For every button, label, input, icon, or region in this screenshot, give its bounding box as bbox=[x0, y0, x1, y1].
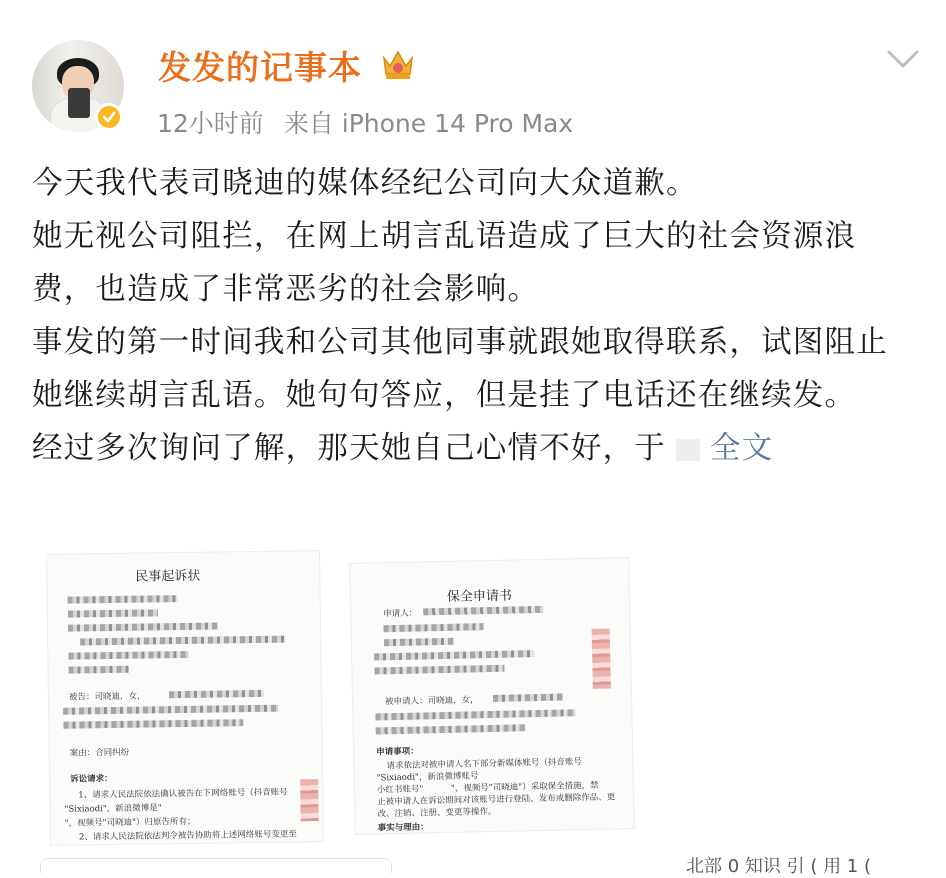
redaction bbox=[68, 651, 188, 660]
crown-icon[interactable] bbox=[378, 44, 418, 84]
redaction bbox=[376, 724, 526, 734]
redaction bbox=[374, 650, 534, 660]
redaction bbox=[68, 595, 178, 604]
chevron-down-icon[interactable] bbox=[883, 44, 923, 74]
doc-right-facts-heading: 事实与理由： bbox=[377, 822, 429, 834]
lawsuit-document-image[interactable] bbox=[46, 550, 324, 846]
doc-left-defendant: 被告：司晓迪，女， bbox=[68, 691, 146, 703]
avatar-phone bbox=[68, 88, 90, 118]
post-source: 来自 iPhone 14 Pro Max bbox=[283, 109, 574, 138]
doc-right-matters: "，视频号"司晓迪"）采取保全措施，禁 bbox=[450, 780, 599, 794]
post-meta bbox=[157, 104, 593, 140]
full-text-link[interactable]: 全文 bbox=[710, 431, 774, 466]
bottom-partial-text: 北部 0 知识 引 ( 用 1 ( bbox=[686, 856, 872, 877]
doc-left-title: 民事起诉状 bbox=[135, 568, 201, 585]
post-body bbox=[32, 157, 917, 475]
doc-right-matters: 改、注销、注册、变更等操作。 bbox=[377, 806, 497, 820]
doc-right-matters: 止被申请人在诉讼期间对该账号进行登陆、发布或删除作品、更 bbox=[377, 792, 616, 808]
redaction bbox=[374, 665, 504, 675]
post-paragraph: 她无视公司阻拦，在网上胡言乱语造成了巨大的社会资源浪费，也造成了非常恶劣的社会影响。 bbox=[32, 219, 857, 307]
doc-left-claim: 1、请求人民法院依法确认被告在下网络账号（抖音账号 bbox=[78, 787, 288, 801]
doc-right-applicant: 申请人： bbox=[383, 608, 418, 620]
redaction bbox=[383, 623, 483, 632]
doc-left-claim: 2、请求人民法院依法判令被告协助将上述网络账号变更至 bbox=[78, 829, 297, 843]
redaction bbox=[63, 705, 278, 715]
doc-right-matters-heading: 申请事项： bbox=[376, 746, 419, 758]
doc-left-claim: "Sixiaodi"，新浪微博是" bbox=[64, 803, 162, 815]
post-time: 12小时前 bbox=[157, 109, 264, 138]
verified-icon bbox=[95, 103, 123, 131]
doc-right-matters: 小红书账号" bbox=[376, 784, 424, 796]
doc-right-matters: 请求依法对被申请人名下部分新媒体账号（抖音账号 bbox=[386, 757, 583, 772]
redaction bbox=[493, 694, 563, 702]
post-paragraph: 今天我代表司晓迪的媒体经纪公司向大众道歉。 bbox=[32, 166, 698, 201]
blurred-stamp bbox=[592, 629, 611, 689]
truncation-fade bbox=[676, 439, 700, 461]
doc-left-claims-heading: 诉讼请求： bbox=[70, 774, 113, 785]
doc-right-title: 保全申请书 bbox=[446, 588, 513, 605]
redaction bbox=[69, 666, 129, 674]
post-paragraph: 事发的第一时间我和公司其他同事就跟她取得联系，试图阻止她继续胡言乱语。她句句答应，但是挂了电话还在继续发。 bbox=[32, 325, 888, 413]
redaction bbox=[80, 636, 285, 646]
doc-left-claim: "，视频号"司晓迪"）归原告所有； bbox=[64, 816, 196, 829]
redaction bbox=[68, 609, 158, 617]
redaction bbox=[384, 638, 454, 646]
blurred-stamp bbox=[300, 779, 319, 821]
redaction bbox=[169, 690, 264, 698]
preservation-application-image[interactable] bbox=[349, 557, 635, 835]
doc-right-respondent: 被申请人：司晓迪，女， bbox=[385, 695, 479, 708]
bottom-card-edge bbox=[40, 858, 392, 873]
username[interactable]: 发发的记事本 bbox=[158, 48, 362, 87]
redaction bbox=[423, 606, 543, 616]
doc-right-matters: "Sixiaodi"，新浪微博账号 bbox=[376, 771, 479, 784]
redaction bbox=[375, 709, 575, 720]
post-last-line: 经过多次询问了解，那天她自己心情不好，于 bbox=[32, 431, 666, 466]
doc-left-cause: 案由：合同纠纷 bbox=[69, 747, 130, 759]
post-truncated-line bbox=[32, 422, 917, 475]
redaction bbox=[68, 623, 218, 632]
redaction bbox=[63, 719, 243, 729]
